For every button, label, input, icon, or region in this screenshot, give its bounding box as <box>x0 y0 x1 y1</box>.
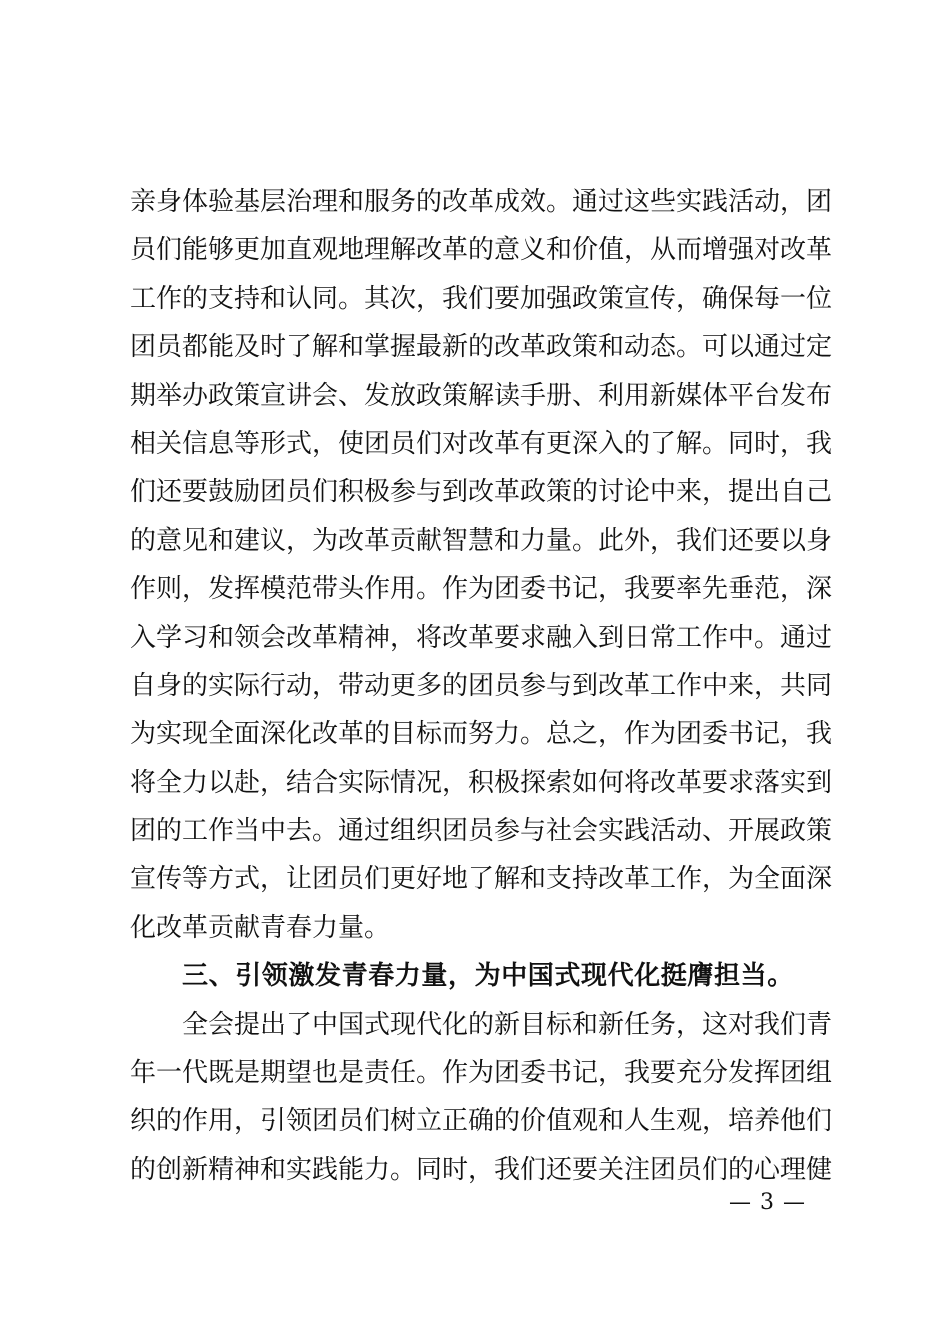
text-line: 全会提出了中国式现代化的新目标和新任务，这对我们青 <box>182 1009 833 1040</box>
text-line: 亲身体验基层治理和服务的改革成效。通过这些实践活动，团 <box>130 187 833 217</box>
text-line: 作则，发挥模范带头作用。作为团委书记，我要率先垂范，深 <box>130 574 833 605</box>
text-line: 团的工作当中去。通过组织团员参与社会实践活动、开展政策 <box>130 816 833 847</box>
text-line: 年一代既是期望也是责任。作为团委书记，我要充分发挥团组 <box>130 1058 833 1089</box>
text-line: 自身的实际行动，带动更多的团员参与到改革工作中来，共同 <box>130 670 833 701</box>
text-line: 工作的支持和认同。其次，我们要加强政策宣传，确保每一位 <box>130 283 833 314</box>
document-body <box>130 178 833 1194</box>
text-line: 相关信息等形式，使团员们对改革有更深入的了解。同时，我 <box>130 428 833 459</box>
section-heading: 三、引领激发青春力量，为中国式现代化挺膺担当。 <box>182 961 794 992</box>
text-line: 们还要鼓励团员们积极参与到改革政策的讨论中来，提出自己 <box>130 477 833 508</box>
text-line: 员们能够更加直观地理解改革的意义和价值，从而增强对改革 <box>130 235 833 266</box>
text-line: 为实现全面深化改革的目标而努力。总之，作为团委书记，我 <box>130 719 833 750</box>
page-number: — 3 — <box>729 1190 806 1215</box>
text-line: 化改革贡献青春力量。 <box>130 912 391 943</box>
text-line: 宣传等方式，让团员们更好地了解和支持改革工作，为全面深 <box>130 864 833 895</box>
text-line: 期举办政策宣讲会、发放政策解读手册、利用新媒体平台发布 <box>130 380 833 411</box>
paragraph-1 <box>130 178 833 952</box>
paragraph-2 <box>130 1001 833 1195</box>
text-line: 将全力以赴，结合实际情况，积极探索如何将改革要求落实到 <box>130 767 833 798</box>
text-line: 的意见和建议，为改革贡献智慧和力量。此外，我们还要以身 <box>130 525 833 556</box>
text-line: 团员都能及时了解和掌握最新的改革政策和动态。可以通过定 <box>130 332 833 363</box>
text-line: 入学习和领会改革精神，将改革要求融入到日常工作中。通过 <box>130 622 833 653</box>
text-line: 的创新精神和实践能力。同时，我们还要关注团员们的心理健 <box>130 1154 833 1185</box>
text-line: 织的作用，引领团员们树立正确的价值观和人生观，培养他们 <box>130 1106 833 1137</box>
